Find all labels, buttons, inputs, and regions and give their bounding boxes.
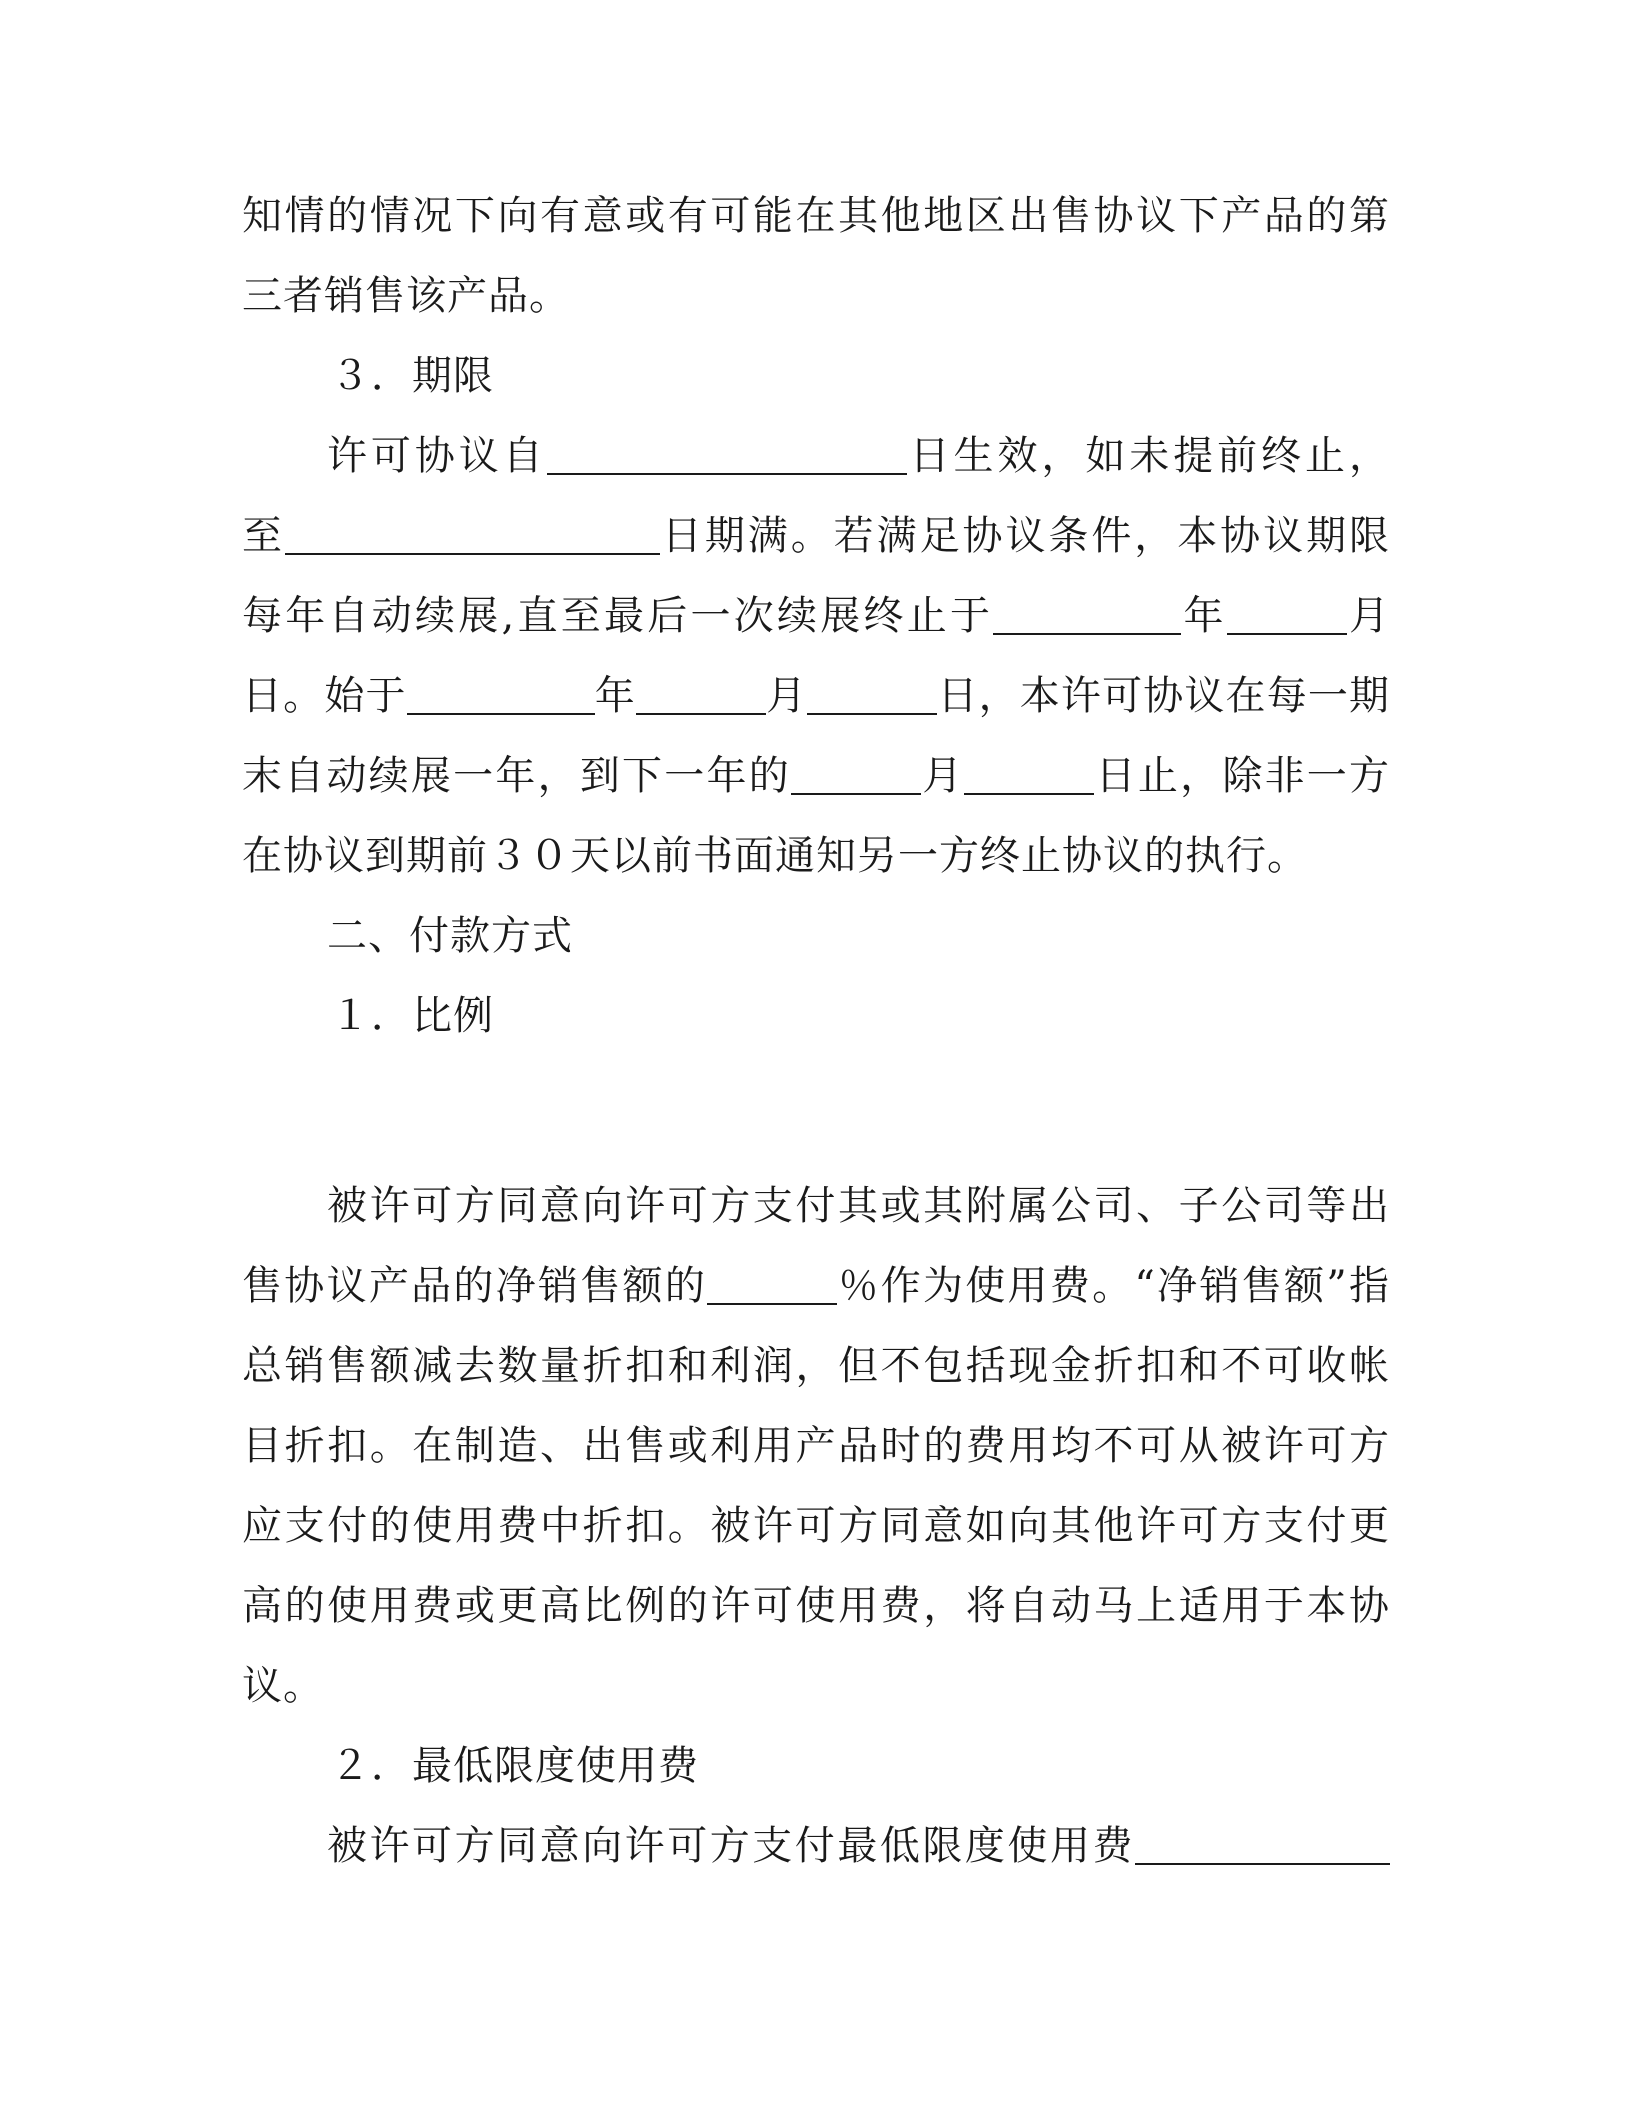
fill-in-blank[interactable] xyxy=(1227,589,1347,635)
heading-text: ３．期限 xyxy=(330,353,494,399)
text-segment: 月 xyxy=(1346,593,1391,639)
fill-in-blank[interactable] xyxy=(285,509,660,555)
section-heading-payment xyxy=(327,906,1390,966)
text-segment: 被许可方同意向许可方支付最低限度使用费 xyxy=(327,1823,1135,1869)
text-segment: 月 xyxy=(920,753,965,799)
text-segment: 总销售额减去数量折扣和利润，但不包括现金折扣和不可收帐 xyxy=(242,1343,1390,1389)
text-segment: 年 xyxy=(594,673,636,719)
fill-in-blank[interactable] xyxy=(964,749,1094,795)
text-segment: 目折扣。在制造、出售或利用产品时的费用均不可从被许可方 xyxy=(242,1423,1390,1469)
text-segment: ％作为使用费。“净销售额”指 xyxy=(837,1263,1390,1309)
fill-in-blank[interactable] xyxy=(707,1259,837,1305)
paragraph-line xyxy=(242,506,1390,566)
paragraph-line xyxy=(327,426,1390,486)
paragraph-line xyxy=(242,1656,1390,1716)
fill-in-blank[interactable] xyxy=(547,429,907,475)
text-segment: 高的使用费或更高比例的许可使用费，将自动马上适用于本协 xyxy=(242,1583,1390,1629)
text-segment: 至 xyxy=(242,513,285,559)
text-segment: 月 xyxy=(765,673,808,719)
fill-in-blank[interactable] xyxy=(791,749,921,795)
paragraph-line xyxy=(242,666,1390,726)
section-heading-minimum-fee xyxy=(330,1736,1390,1796)
fill-in-blank[interactable] xyxy=(993,589,1181,635)
paragraph-line xyxy=(242,586,1390,646)
text-segment: 日期满。若满足协议条件，本协议期限 xyxy=(659,513,1391,559)
paragraph-line xyxy=(242,1336,1390,1396)
paragraph-line xyxy=(327,1176,1390,1236)
paragraph-line xyxy=(242,746,1390,806)
text-segment: 三者销售该产品。 xyxy=(242,273,570,319)
text-segment: 每年自动续展,直至最后一次续展终止于 xyxy=(242,593,994,639)
paragraph-line xyxy=(242,1576,1390,1636)
heading-text: １．比例 xyxy=(330,993,494,1039)
fill-in-blank[interactable] xyxy=(807,669,937,715)
text-segment: 末自动续展一年，到下一年的 xyxy=(242,753,791,799)
fill-in-blank[interactable] xyxy=(636,669,766,715)
fill-in-blank[interactable] xyxy=(1135,1819,1390,1865)
heading-text: 二、付款方式 xyxy=(327,913,573,959)
text-segment: 日。始于 xyxy=(242,673,407,719)
paragraph-line xyxy=(242,1416,1390,1476)
heading-text: ２．最低限度使用费 xyxy=(330,1743,699,1789)
paragraph-line xyxy=(242,186,1390,246)
text-segment: 应支付的使用费中折扣。被许可方同意如向其他许可方支付更 xyxy=(242,1503,1390,1549)
text-segment: 日，本许可协议在每一期 xyxy=(937,673,1391,719)
paragraph-line xyxy=(242,1496,1390,1556)
text-segment: 知情的情况下向有意或有可能在其他地区出售协议下产品的第 xyxy=(242,193,1390,239)
paragraph-line xyxy=(242,1256,1390,1316)
text-segment: 年 xyxy=(1181,593,1227,639)
paragraph-line xyxy=(242,266,1390,326)
text-segment: 在协议到期前３０天以前书面通知另一方终止协议的执行。 xyxy=(242,833,1308,879)
text-segment: 日止，除非一方 xyxy=(1094,753,1391,799)
paragraph-line xyxy=(327,1816,1390,1876)
paragraph-line xyxy=(242,826,1390,886)
text-segment: 日生效，如未提前终止， xyxy=(906,433,1390,479)
text-segment: 许可协议自 xyxy=(327,433,547,479)
section-heading-term xyxy=(330,346,1390,406)
text-segment: 被许可方同意向许可方支付其或其附属公司、子公司等出 xyxy=(327,1183,1390,1229)
fill-in-blank[interactable] xyxy=(407,669,595,715)
text-segment: 议。 xyxy=(242,1663,324,1709)
section-heading-ratio xyxy=(330,986,1390,1046)
text-segment: 售协议产品的净销售额的 xyxy=(242,1263,708,1309)
